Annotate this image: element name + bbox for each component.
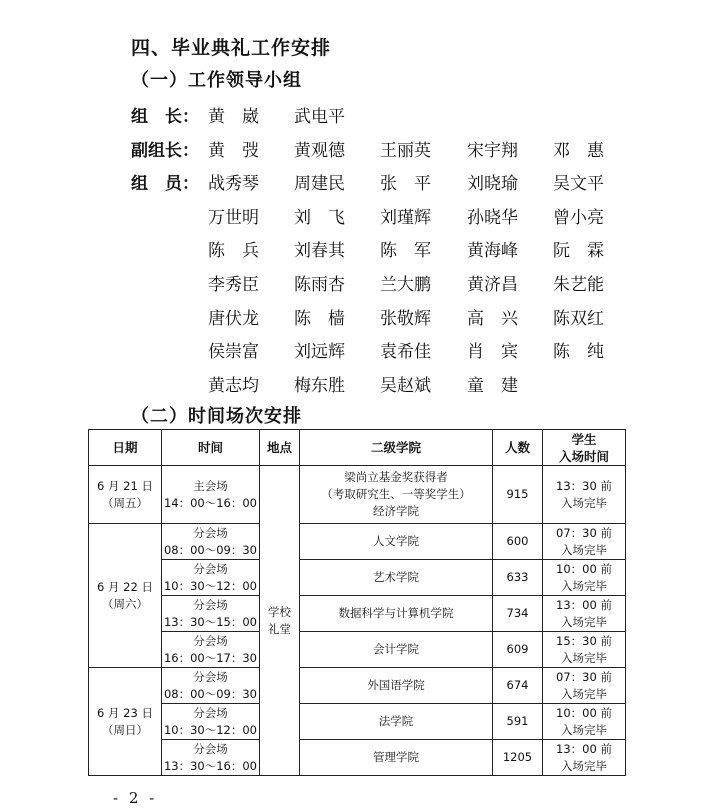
roster-member-name: 吴赵斌	[380, 375, 431, 396]
section-title: 四、毕业典礼工作安排	[131, 37, 332, 59]
header-count: 人数	[493, 430, 543, 466]
college-cell: 外国语学院	[300, 668, 493, 704]
roster-member-name: 宋宇翔	[467, 140, 518, 161]
roster-member-name: 张 平	[380, 174, 431, 195]
roster-member-name: 陈雨杏	[294, 274, 345, 295]
roster-member-name: 兰大鹏	[380, 274, 431, 295]
roster-member-name: 唐伏龙	[208, 308, 259, 329]
table-header-row	[89, 430, 626, 466]
roster-member-name: 李秀臣	[208, 274, 259, 295]
roster-member-name: 黄济昌	[467, 274, 518, 295]
roster-member-name: 高 兴	[467, 308, 518, 329]
roster-member-name: 陈 樯	[294, 308, 345, 329]
table-row	[89, 632, 626, 668]
college-cell: 法学院	[300, 704, 493, 740]
page-number: - 2 -	[113, 789, 158, 807]
roster-member-name: 黄 崴	[208, 107, 259, 127]
roster-member-name: 陈 纯	[553, 342, 604, 363]
time-cell: 分会场 10：30～12：00	[162, 560, 260, 596]
roster-member-name: 张敬辉	[380, 308, 431, 329]
roster-member-name: 陈 兵	[208, 241, 259, 262]
subsection-title-schedule: （二）时间场次安排	[131, 406, 302, 427]
entry-time-cell: 10：00 前 入场完毕	[543, 560, 626, 596]
roster-member-name: 黄 弢	[208, 140, 259, 161]
schedule-table	[88, 429, 626, 776]
roster-member-name: 战秀琴	[208, 174, 259, 195]
place-cell: 学校 礼堂	[260, 466, 300, 776]
roster-role-label: 组 员：	[131, 174, 199, 195]
entry-time-cell: 13：30 前 入场完毕	[543, 466, 626, 524]
table-row	[89, 466, 626, 524]
entry-time-cell: 07：30 前 入场完毕	[543, 524, 626, 560]
roster-member-name: 刘晓瑜	[467, 174, 518, 195]
table-row	[89, 524, 626, 560]
time-cell: 分会场 16：00～17：30	[162, 632, 260, 668]
roster-member-name: 朱艺能	[553, 274, 604, 295]
table-row	[89, 740, 626, 776]
count-cell: 600	[493, 524, 543, 560]
roster-member-name: 孙晓华	[467, 207, 518, 228]
table-row	[89, 668, 626, 704]
entry-time-cell: 07：30 前 入场完毕	[543, 668, 626, 704]
count-cell: 915	[493, 466, 543, 524]
college-cell: 数据科学与计算机学院	[300, 596, 493, 632]
date-cell: 6 月 22 日 （周六）	[89, 524, 162, 668]
table-row	[89, 560, 626, 596]
header-time: 时间	[162, 430, 260, 466]
count-cell: 633	[493, 560, 543, 596]
roster-member-name: 袁希佳	[380, 342, 431, 363]
header-place: 地点	[260, 430, 300, 466]
roster-member-name: 黄志均	[208, 375, 259, 396]
college-cell: 人文学院	[300, 524, 493, 560]
date-cell: 6 月 21 日 （周五）	[89, 466, 162, 524]
count-cell: 609	[493, 632, 543, 668]
roster-member-name: 刘远辉	[294, 342, 345, 363]
table-row	[89, 596, 626, 632]
header-date: 日期	[89, 430, 162, 466]
roster-member-name: 侯崇富	[208, 342, 259, 363]
count-cell: 1205	[493, 740, 543, 776]
entry-time-cell: 13：00 前 入场完毕	[543, 740, 626, 776]
header-entry-time: 学生 入场时间	[543, 430, 626, 466]
roster-member-name: 童 建	[467, 375, 518, 396]
date-cell: 6 月 23 日 （周日）	[89, 668, 162, 776]
roster-member-name: 陈双红	[553, 308, 604, 329]
roster-member-name: 阮 霖	[553, 241, 604, 262]
roster-member-name: 邓 惠	[553, 140, 604, 161]
roster-role-label: 副组长：	[131, 140, 199, 161]
college-cell: 梁尚立基金奖获得者 （考取研究生、一等奖学生） 经济学院	[300, 466, 493, 524]
roster-member-name: 肖 宾	[467, 342, 518, 363]
roster-member-name: 周建民	[294, 174, 345, 195]
roster-member-name: 刘春其	[294, 241, 345, 262]
college-cell: 管理学院	[300, 740, 493, 776]
count-cell: 591	[493, 704, 543, 740]
subsection-title-leadership: （一）工作领导小组	[131, 70, 302, 91]
header-college: 二级学院	[300, 430, 493, 466]
entry-time-cell: 15：30 前 入场完毕	[543, 632, 626, 668]
entry-time-cell: 13：00 前 入场完毕	[543, 596, 626, 632]
college-cell: 会计学院	[300, 632, 493, 668]
time-cell: 分会场 08：00～09：30	[162, 668, 260, 704]
roster-member-name: 吴文平	[553, 174, 604, 195]
count-cell: 734	[493, 596, 543, 632]
table-row	[89, 704, 626, 740]
roster-member-name: 刘 飞	[294, 207, 345, 228]
college-cell: 艺术学院	[300, 560, 493, 596]
time-cell: 分会场 10：30～12：00	[162, 704, 260, 740]
entry-time-cell: 10：00 前 入场完毕	[543, 704, 626, 740]
roster-member-name: 黄海峰	[467, 241, 518, 262]
roster-member-name: 黄观德	[294, 140, 345, 161]
roster-member-name: 刘瑾辉	[380, 207, 431, 228]
count-cell: 674	[493, 668, 543, 704]
roster-member-name: 王丽英	[380, 140, 431, 161]
time-cell: 主会场 14：00～16：00	[162, 466, 260, 524]
time-cell: 分会场 13：30～15：00	[162, 596, 260, 632]
roster-member-name: 曾小亮	[553, 207, 604, 228]
roster-role-label: 组 长：	[131, 107, 199, 127]
roster-member-name: 万世明	[208, 207, 259, 228]
roster-member-name: 梅东胜	[294, 375, 345, 396]
roster-member-name: 武电平	[294, 107, 345, 127]
time-cell: 分会场 08：00～09：30	[162, 524, 260, 560]
roster-member-name: 陈 军	[380, 241, 431, 262]
time-cell: 分会场 13：30～16：00	[162, 740, 260, 776]
